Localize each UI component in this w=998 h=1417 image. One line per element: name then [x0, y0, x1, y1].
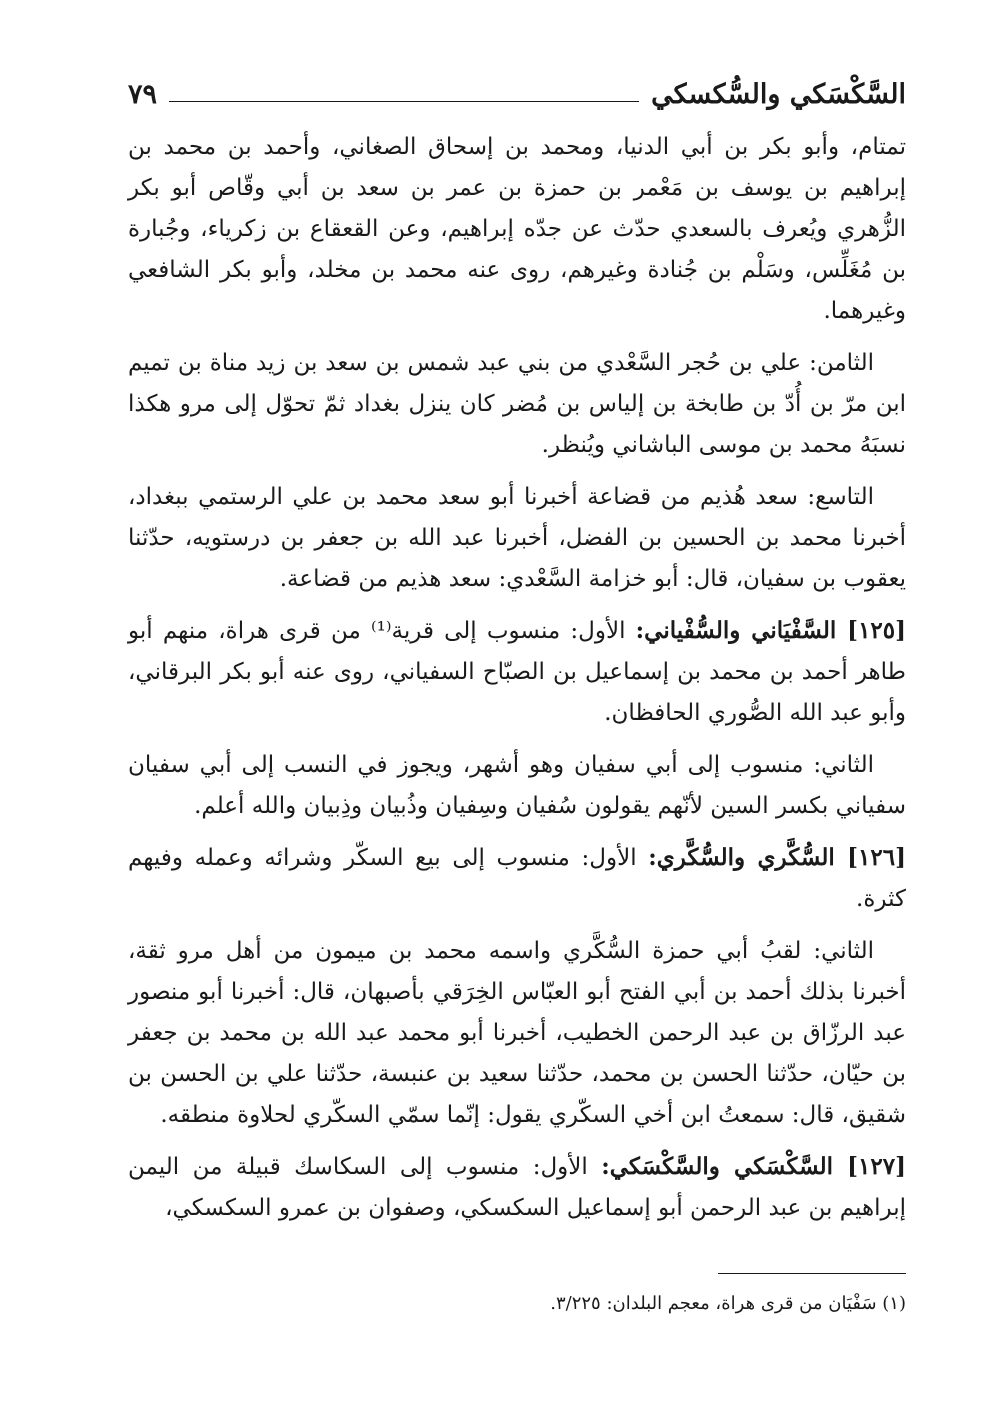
paragraph-text: الأول: منسوب إلى قرية⁽¹⁾ من قرى هراة، منهم أبو طاهر أحمد بن محمد بن إسماعيل بن الصبّاح السفياني، روى عنه أبو بكر البرقاني، وأبو عبد الله الصُّوري الحافظان. — [128, 618, 906, 726]
paragraph-text: التاسع: سعد هُذيم من قضاعة أخبرنا أبو سعد محمد بن علي الرستمي ببغداد، أخبرنا محمد بن الحسين بن الفضل، أخبرنا عبد الله بن جعفر بن درستويه، حدّثنا يعقوب بن سفيان، قال: أبو خزامة السَّعْدي: سعد هذيم من قضاعة. — [128, 484, 906, 592]
running-header — [128, 64, 906, 108]
paragraph-text: الأول: منسوب إلى بيع السكّر وشرائه وعمله وفيهم كثرة. — [128, 845, 906, 912]
entry-127 — [128, 1146, 906, 1229]
entry-126 — [128, 837, 906, 920]
footnote-rule — [718, 1273, 906, 1274]
paragraph-text: تمتام، وأبو بكر بن أبي الدنيا، ومحمد بن إسحاق الصغاني، وأحمد بن محمد بن إبراهيم بن يوسف بن مَعْمر بن حمزة بن عمر بن سعد بن أبي وقّاص أبو بكر الزُّهري ويُعرف بالسعدي حدّث عن جدّه إبراهيم، وعن القعقاع بن زكرياء، وجُبارة بن مُغَلِّس، وسَلْم بن جُنادة وغيرهم، روى عنه محمد بن مخلد، وأبو بكر الشافعي وغيرهما. — [128, 134, 906, 324]
paragraph — [128, 930, 906, 1136]
footnote: (١) سَفْيَان من قرى هراة، معجم البلدان: ٣/٢٢٥. — [550, 1293, 906, 1314]
paragraph-text: الثاني: لقبُ أبي حمزة السُّكَّري واسمه محمد بن ميمون من أهل مرو ثقة، أخبرنا بذلك أحمد بن أبي الفتح أبو العبّاس الخِرَقي بأصبهان، قال: أخبرنا أبو منصور عبد الرزّاق بن عبد الرحمن الخطيب، أخبرنا أبو محمد عبد الله بن محمد بن جعفر بن حيّان، حدّثنا الحسن بن محمد، حدّثنا سعيد بن عنبسة، حدّثنا علي بن الحسن بن شقيق، قال: سمعتُ ابن أخي السكّري يقول: إنّما سمّي السكّري لحلاوة منطقه. — [128, 938, 906, 1128]
page-number: ٧٩ — [128, 79, 158, 110]
running-title: السَّكْسَكي والسُّكسكي — [651, 79, 906, 110]
entry-heading: [١٢٥] السَّفْيَاني والسُّفْياني: — [635, 617, 907, 644]
paragraph-text: الأول: منسوب إلى السكاسك قبيلة من اليمن إبراهيم بن عبد الرحمن أبو إسماعيل السكسكي، وصفوان بن عمرو السكسكي، — [128, 1154, 906, 1221]
paragraph — [128, 476, 906, 600]
entry-125 — [128, 610, 906, 734]
paragraph-text: الثاني: منسوب إلى أبي سفيان وهو أشهر، ويجوز في النسب إلى أبي سفيان سفياني بكسر السين لأنّهم يقولون سُفيان وسِفيان وذُبيان وذِبيان والله أعلم. — [128, 752, 906, 819]
paragraph — [128, 126, 906, 332]
header-rule — [169, 101, 639, 102]
entry-heading: [١٢٧] السَّكْسَكي والسَّكْسَكي: — [601, 1153, 906, 1180]
paragraph — [128, 744, 906, 827]
paragraph — [128, 342, 906, 466]
entry-heading: [١٢٦] السُّكَّري والسُّكَّري: — [648, 844, 906, 871]
paragraph-text: الثامن: علي بن حُجر السَّعْدي من بني عبد شمس بن سعد بن زيد مناة بن تميم ابن مرّ بن أُدّ بن طابخة بن إلياس بن مُضر كان ينزل بغداد ثمّ تحوّل إلى مرو هكذا نسبَهُ محمد بن موسى الباشاني ويُنظر. — [128, 350, 906, 458]
body-text — [128, 126, 906, 1239]
